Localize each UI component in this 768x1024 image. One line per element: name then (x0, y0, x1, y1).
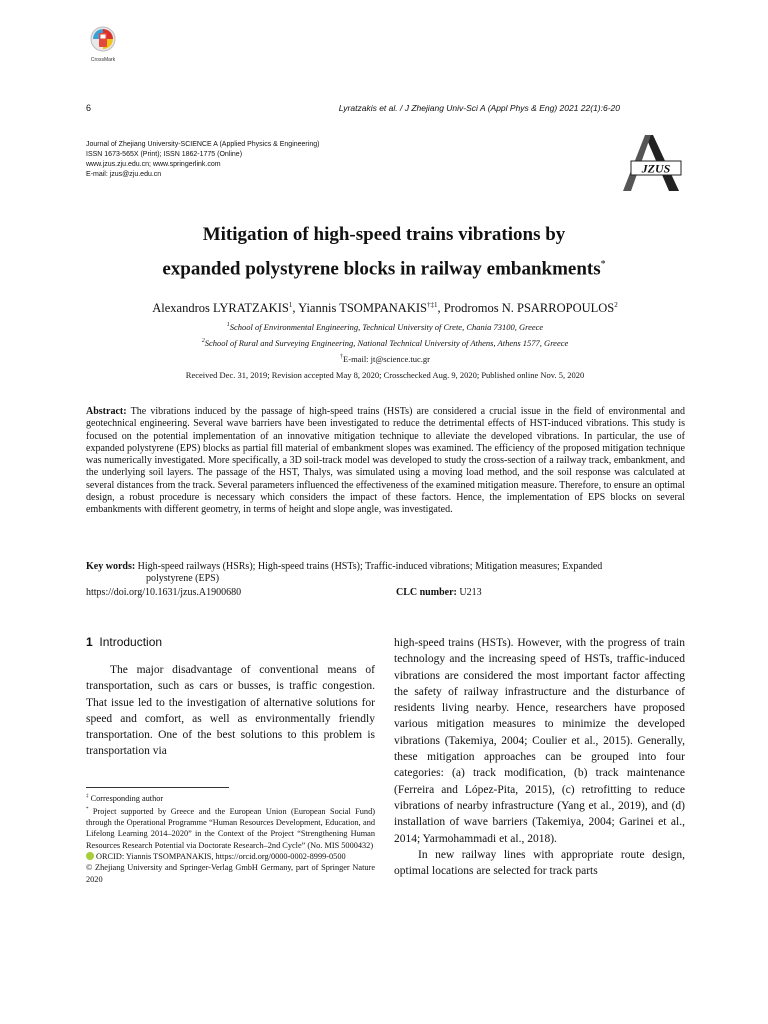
section-number: 1 (86, 635, 93, 649)
keywords-line-1: High-speed railways (HSRs); High-speed trains (HSTs); Traffic-induced vibrations; Mitigation measures; Expanded (135, 561, 603, 572)
paper-title (100, 220, 668, 284)
journal-email[interactable]: E-mail: jzus@zju.edu.cn (86, 171, 162, 178)
paragraph: high-speed trains (HSTs). However, with the progress of train technology and the increasing speed of HSTs, traffic-induced vibrations are considered the most important factor affecting the safety of railway infrastructure and the disturbance of residents living nearby. Hence, researchers have proposed various mitigation measures to minimize the developed vibrations (Takemiya, 2004; Coulier et al., 2015). Generally, these mitigation approaches can be grouped into four categories: (a) track modification, (b) track maintenance (Ferreira and López-Pita, 2015), (c) retrofitting to reduce vibrations of nearby infrastructure (Yang et al., 2019), and (d) installation of wave barriers (Takemiya, 2004; Garinei et al., 2014; Yarmohammadi et al., 2018). (394, 637, 685, 845)
title-line-2: expanded polystyrene blocks in railway embankments* (162, 258, 606, 280)
running-head: Lyratzakis et al. / J Zhejiang Univ-Sci A (Appl Phys & Eng) 2021 22(1):6-20 (338, 103, 620, 113)
title-footnote-mark: * (600, 259, 606, 270)
section-title: Introduction (99, 635, 163, 649)
jzus-logo (615, 133, 685, 193)
footnotes (86, 791, 375, 885)
received-dates: Received Dec. 31, 2019; Revision accepted May 8, 2020; Crosschecked Aug. 9, 2020; Published online Nov. 5, 2020 (185, 370, 585, 380)
abstract-text: The vibrations induced by the passage of high-speed trains (HSTs) are considered a crucial issue in the field of environmental and geotechnical engineering. Several wave barriers have been investigated to reduce the detrimental effects of HST-induced vibrations. This study is focused on the potential implementation of an innovative mitigation technique to alleviate the developed vibrations. In particular, the use of expanded polystyrene (EPS) blocks as partial fill material of embankment slopes was examined. The efficiency of the proposed mitigation technique was numerically investigated. More specifically, a 3D soil-track model was developed to study the cross-section of a railway track, embankment, and the underlying soil layers. The passage of the HST, Thalys, was simulated using a moving load method, and the soil response was calculated at several distances from the track. Several parameters influenced the effectiveness of the examined mitigation measure. Therefore, to ensure an optimal design, a robust procedure is necessary which considers the impact of these factors. Hence, the implementation of EPS blocks on several embankments with different geometry, in terms of height and slope angle, was investigated. (86, 406, 685, 516)
corresponding-email[interactable]: †E-mail: jt@science.tuc.gr (340, 354, 430, 364)
left-column (86, 635, 375, 760)
page-number: 6 (86, 103, 92, 113)
journal-name: Journal of Zhejiang University-SCIENCE A (Applied Physics & Engineering) (86, 141, 320, 148)
abstract-label: Abstract: (86, 406, 127, 417)
footnote-copyright: © Zhejiang University and Springer-Verlag GmbH Germany, part of Springer Nature 2020 (86, 863, 375, 884)
journal-info (86, 140, 319, 180)
journal-issn: ISSN 1673-565X (Print); ISSN 1862-1775 (Online) (86, 151, 243, 158)
doi-link[interactable]: https://doi.org/10.1631/jzus.A1900680 (86, 587, 242, 598)
keywords-line-2: polystyrene (EPS) (146, 573, 220, 585)
crossmark-badge[interactable] (86, 26, 120, 63)
footnote-divider (86, 787, 229, 788)
crossmark-icon (90, 26, 116, 56)
abstract (86, 406, 685, 517)
author-list: Alexandros LYRATZAKIS$^1$, Yiannis TSOMPANAKIS$^{\dagger\ddagger 1}$, Prodromos N. PSARROPOULOS$^2$ (152, 301, 618, 316)
title-line-1: Mitigation of high-speed trains vibrations by (202, 224, 566, 245)
section-heading-introduction (86, 635, 375, 649)
paragraph: The major disadvantage of conventional means of transportation, such as cars or busses, is traffic congestion. That issue led to the investigation of alternative solutions for speed and comfort, as well as environmentally friendly transportation. One of the best solutions to this problem is transportation via (86, 664, 375, 758)
author-lyratzakis: Alexandros LYRATZAKIS (152, 301, 289, 316)
intro-right-text (394, 635, 685, 879)
right-column (394, 635, 685, 879)
clc-number: CLC number: U213 (396, 587, 482, 598)
orcid-icon (86, 852, 94, 860)
jzus-logo-text: JZUS (641, 161, 671, 176)
intro-left-text (86, 662, 375, 760)
journal-websites[interactable]: www.jzus.zju.edu.cn; www.springerlink.com (86, 161, 221, 168)
author-tsompanakis: Yiannis TSOMPANAKIS (298, 301, 427, 316)
keywords-label: Key words: (86, 561, 136, 572)
footnote-funding: * Project supported by Greece and the European Union (European Social Fund) through the Operational Programme “Human Resources Development, Education, and Lifelong Learning 2014–2020” in the Context of the Project “Strengthening Human Resources Research Potential via Doctorate Research–2nd Cycle” (No. MIS 5000432) (86, 806, 375, 850)
paragraph: In new railway lines with appropriate route design, optimal locations are selected for track parts (394, 848, 685, 878)
crossmark-label: CrossMark (90, 57, 116, 63)
keywords (86, 561, 685, 586)
footnote-orcid[interactable]: ORCID: Yiannis TSOMPANAKIS, https://orcid.org/0000-0002-8999-0500 (86, 851, 375, 862)
affiliation-1: $^1$School of Environmental Engineering, Technical University of Crete, Chania 73100, Greece (226, 322, 544, 332)
author-psarropoulos: Prodromos N. PSARROPOULOS (443, 301, 615, 316)
affiliation-2: $^2$School of Rural and Surveying Engineering, National Technical University of Athens, Athens 1577, Greece (201, 338, 569, 348)
footnote-corresponding: ‡ Corresponding author (86, 793, 164, 803)
